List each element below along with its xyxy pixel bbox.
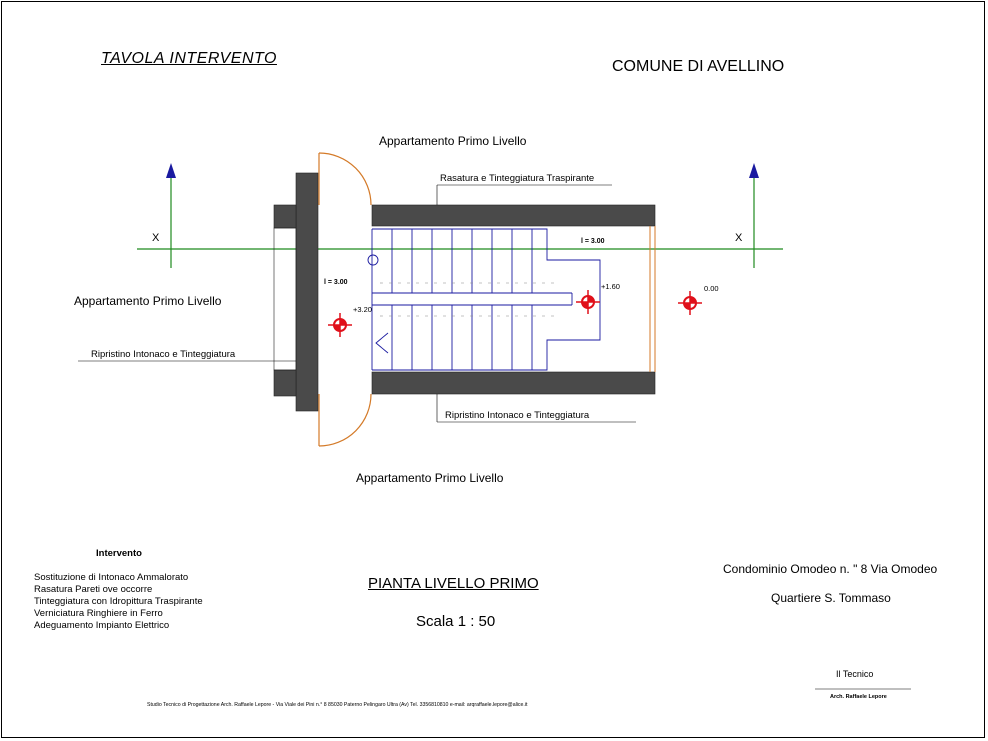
list-item: Adeguamento Impianto Elettrico — [34, 620, 170, 631]
client-line-1: Condominio Omodeo n. " 8 Via Omodeo — [723, 562, 938, 576]
level-right-label: 0.00 — [704, 284, 719, 293]
walls — [274, 173, 655, 411]
note-ripristino-left: Ripristino Intonaco e Tinteggiatura — [91, 349, 236, 360]
dim-landing-left: l = 3.00 — [324, 279, 348, 286]
list-item: Verniciatura Ringhiere in Ferro — [34, 608, 163, 619]
level-marker-left — [328, 313, 352, 337]
dim-landing-right: l = 3.00 — [581, 238, 605, 245]
label-apartment-top: Appartamento Primo Livello — [379, 134, 527, 148]
stair-walkline — [380, 283, 560, 316]
signature-name: Arch. Raffaele Lepore — [830, 694, 887, 700]
section-arrow-right — [749, 163, 759, 268]
label-apartment-left: Appartamento Primo Livello — [74, 294, 222, 308]
list-item: Sostituzione di Intonaco Ammalorato — [34, 572, 189, 583]
level-marker-mid — [576, 290, 600, 314]
intervento-title: Intervento — [96, 548, 142, 559]
door-bottom — [319, 394, 371, 446]
list-item: Rasatura Pareti ove occorre — [34, 584, 153, 595]
client-line-2: Quartiere S. Tommaso — [771, 591, 891, 605]
tavola-title: TAVOLA INTERVENTO — [101, 50, 277, 67]
footer-studio: Studio Tecnico di Progettazione Arch. Raffaele Lepore - Via Viale dei Pini n.° 8 85030 Paterno Pelingaro Ultra (Av) Tel. 3356810810 e-mail: arqraffaele.lepore@alice.it — [147, 702, 528, 708]
plan-scale: Scala 1 : 50 — [416, 613, 496, 630]
stairs — [368, 229, 600, 370]
list-item: Tinteggiatura con Idropittura Traspirante — [34, 596, 203, 607]
section-mark-right: X — [735, 232, 743, 244]
signature-role: Il Tecnico — [836, 669, 874, 679]
level-marker-right — [678, 291, 702, 315]
window-right — [650, 226, 655, 372]
intervento-list — [34, 572, 203, 632]
section-mark-left: X — [152, 232, 160, 244]
plan-title: PIANTA LIVELLO PRIMO — [368, 575, 539, 592]
comune-title: COMUNE DI AVELLINO — [612, 58, 785, 75]
label-apartment-bottom: Appartamento Primo Livello — [356, 471, 504, 485]
note-ripristino-bottom: Ripristino Intonaco e Tinteggiatura — [445, 410, 590, 421]
door-top — [319, 153, 371, 205]
section-arrow-left — [166, 163, 176, 268]
level-mid-label: +1.60 — [601, 282, 620, 291]
note-rasatura: Rasatura e Tinteggiatura Traspirante — [440, 173, 595, 184]
level-left-label: +3.20 — [353, 305, 372, 314]
